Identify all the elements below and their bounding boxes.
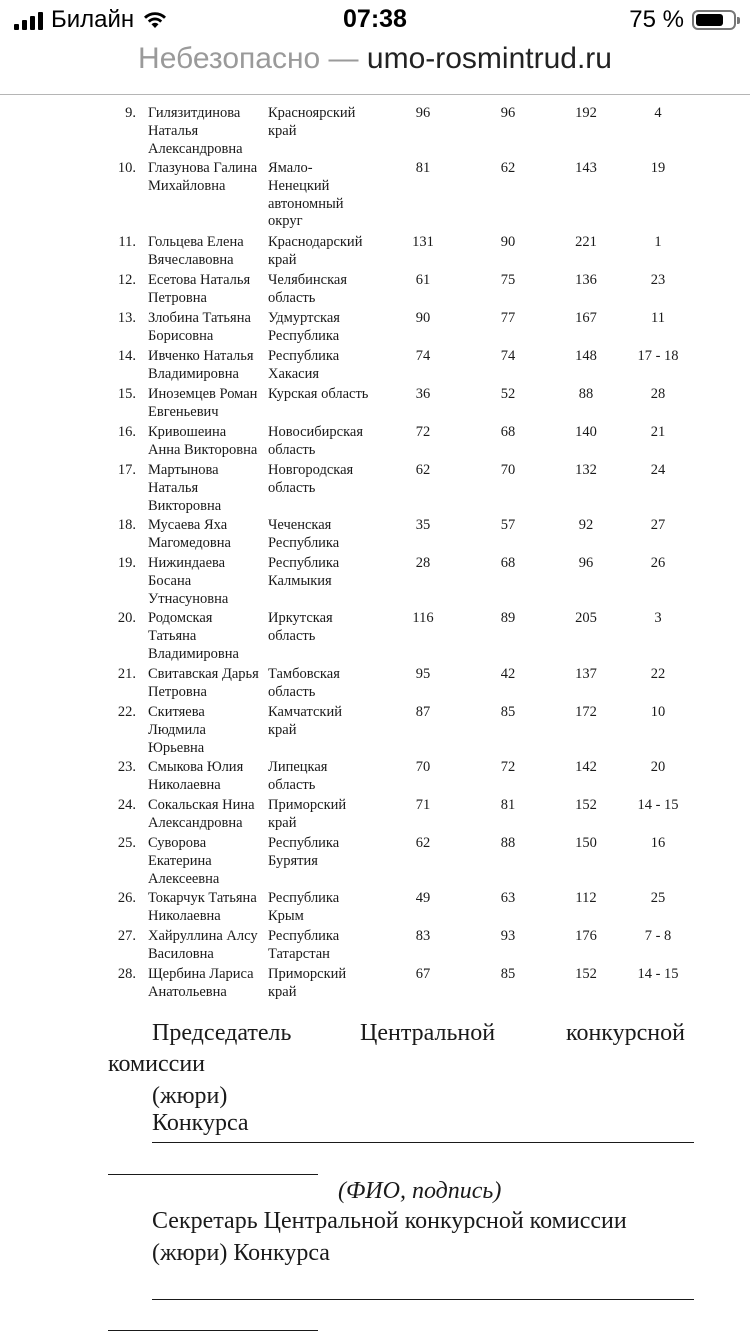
chairman-word-3: конкурсной: [566, 1020, 685, 1046]
battery-level: [696, 14, 723, 26]
place: 27: [650, 517, 666, 533]
score-2: 89: [500, 610, 516, 626]
score-1: 28: [415, 555, 431, 571]
place: 7 - 8: [644, 928, 672, 944]
total-score: 167: [575, 310, 597, 326]
row-number: 24.: [117, 797, 136, 813]
score-1: 36: [415, 386, 431, 402]
score-2: 85: [500, 966, 516, 982]
participant-name: Ивченко Наталья Владимировна: [148, 348, 254, 382]
score-1: 72: [415, 424, 431, 440]
score-2: 75: [500, 272, 516, 288]
participant-name: Скитяева Людмила Юрьевна: [148, 704, 206, 756]
url-domain: umo-rosmintrud.ru: [366, 42, 612, 75]
total-score: 136: [575, 272, 597, 288]
region: Краснодарский край: [268, 234, 363, 268]
place: 25: [650, 890, 666, 906]
place: 19: [650, 160, 666, 176]
row-number: 11.: [118, 234, 136, 250]
participant-name: Сокальская Нина Александровна: [148, 797, 255, 831]
participant-name: Хайруллина Алсу Василовна: [148, 928, 258, 962]
total-score: 192: [575, 105, 597, 121]
secretary-line-1: Секретарь Центральной конкурсной комиссии: [152, 1208, 627, 1234]
secretary-signature-line-2: [108, 1330, 318, 1331]
row-number: 12.: [117, 272, 136, 288]
region: Иркутская область: [268, 610, 333, 644]
participant-name: Мартынова Наталья Викторовна: [148, 462, 222, 514]
chairman-line-2: комиссии: [108, 1051, 206, 1077]
score-2: 81: [500, 797, 516, 813]
region: Республика Калмыкия: [268, 555, 340, 589]
score-2: 70: [500, 462, 516, 478]
score-2: 93: [500, 928, 516, 944]
place: 14 - 15: [637, 797, 679, 813]
chairman-line-3: (жюри) Конкурса: [152, 1083, 249, 1136]
region: Приморский край: [268, 966, 347, 1000]
total-score: 152: [575, 966, 597, 982]
total-score: 150: [575, 835, 597, 851]
address-bar[interactable]: [0, 42, 750, 82]
total-score: 221: [575, 234, 597, 250]
row-number: 27.: [117, 928, 136, 944]
place: 16: [650, 835, 666, 851]
score-2: 68: [500, 555, 516, 571]
region: Республика Татарстан: [268, 928, 340, 962]
toolbar-divider: [0, 94, 750, 95]
score-1: 81: [415, 160, 431, 176]
region: Новосибирская область: [268, 424, 364, 458]
place: 23: [650, 272, 666, 288]
status-bar: [0, 0, 750, 40]
row-number: 26.: [117, 890, 136, 906]
total-score: 132: [575, 462, 597, 478]
region: Тамбовская область: [268, 666, 340, 700]
participant-name: Родомская Татьяна Владимировна: [148, 610, 239, 662]
region: Новгородская область: [268, 462, 354, 496]
region: Республика Крым: [268, 890, 340, 924]
place: 21: [650, 424, 666, 440]
score-2: 57: [500, 517, 516, 533]
place: 11: [651, 310, 665, 326]
score-2: 42: [500, 666, 516, 682]
score-1: 62: [415, 835, 431, 851]
score-1: 62: [415, 462, 431, 478]
score-1: 67: [415, 966, 431, 982]
total-score: 142: [575, 759, 597, 775]
chairman-word-1: Председатель: [152, 1020, 292, 1046]
score-1: 87: [415, 704, 431, 720]
score-2: 85: [500, 704, 516, 720]
score-1: 61: [415, 272, 431, 288]
participant-name: Кривошеина Анна Викторовна: [148, 424, 258, 458]
battery-icon: [692, 10, 736, 30]
total-score: 176: [575, 928, 597, 944]
score-1: 131: [412, 234, 434, 250]
score-2: 74: [500, 348, 516, 364]
score-1: 83: [415, 928, 431, 944]
score-1: 71: [415, 797, 431, 813]
score-1: 70: [415, 759, 431, 775]
total-score: 88: [578, 386, 594, 402]
row-number: 10.: [117, 160, 136, 176]
participant-name: Нижиндаева Босана Утнасуновна: [148, 555, 229, 607]
row-number: 13.: [117, 310, 136, 326]
chairman-word-2: Центральной: [360, 1020, 496, 1046]
place: 28: [650, 386, 666, 402]
score-1: 95: [415, 666, 431, 682]
participant-name: Гилязитдинова Наталья Александровна: [148, 105, 243, 157]
not-secure-label: Небезопасно —: [138, 42, 359, 75]
place: 24: [650, 462, 666, 478]
row-number: 14.: [117, 348, 136, 364]
clock: 07:38: [343, 5, 407, 33]
total-score: 143: [575, 160, 597, 176]
place: 10: [650, 704, 666, 720]
place: 17 - 18: [637, 348, 679, 364]
fio-caption: (ФИО, подпись): [338, 1178, 502, 1204]
status-right: [629, 6, 736, 34]
region: Республика Хакасия: [268, 348, 340, 382]
row-number: 22.: [117, 704, 136, 720]
region: Чеченская Республика: [268, 517, 340, 551]
participant-name: Есетова Наталья Петровна: [148, 272, 251, 306]
region: Приморский край: [268, 797, 347, 831]
score-1: 116: [412, 610, 434, 626]
participant-name: Свитавская Дарья Петровна: [148, 666, 259, 700]
score-2: 63: [500, 890, 516, 906]
secretary-signature-line: [152, 1299, 694, 1300]
row-number: 19.: [117, 555, 136, 571]
score-2: 77: [500, 310, 516, 326]
row-number: 25.: [117, 835, 136, 851]
place: 1: [654, 234, 662, 250]
battery-percent: 75 %: [629, 6, 684, 33]
total-score: 172: [575, 704, 597, 720]
row-number: 9.: [125, 105, 136, 121]
place: 20: [650, 759, 666, 775]
place: 26: [650, 555, 666, 571]
row-number: 23.: [117, 759, 136, 775]
score-2: 62: [500, 160, 516, 176]
score-1: 49: [415, 890, 431, 906]
score-1: 90: [415, 310, 431, 326]
total-score: 140: [575, 424, 597, 440]
total-score: 112: [575, 890, 597, 906]
region: Камчатский край: [268, 704, 342, 738]
row-number: 20.: [117, 610, 136, 626]
region: Курская область: [268, 386, 369, 402]
score-1: 35: [415, 517, 431, 533]
secretary-line-2: (жюри) Конкурса: [152, 1240, 330, 1266]
total-score: 137: [575, 666, 597, 682]
score-2: 88: [500, 835, 516, 851]
row-number: 21.: [117, 666, 136, 682]
score-2: 72: [500, 759, 516, 775]
region: Ямало- Ненецкий автономный округ: [268, 160, 344, 230]
participant-name: Щербина Лариса Анатольевна: [148, 966, 254, 1000]
participant-name: Мусаева Яха Магомедовна: [148, 517, 231, 551]
total-score: 205: [575, 610, 597, 626]
score-2: 52: [500, 386, 516, 402]
total-score: 148: [575, 348, 597, 364]
participant-name: Смыкова Юлия Николаевна: [148, 759, 244, 793]
place: 22: [650, 666, 666, 682]
row-number: 28.: [117, 966, 136, 982]
region: Красноярский край: [268, 105, 356, 139]
participant-name: Гольцева Елена Вячеславовна: [148, 234, 244, 268]
region: Республика Бурятия: [268, 835, 340, 869]
score-2: 90: [500, 234, 516, 250]
region: Липецкая область: [268, 759, 328, 793]
row-number: 15.: [117, 386, 136, 402]
region: Удмуртская Республика: [268, 310, 340, 344]
chairman-signature-line-2: [108, 1174, 318, 1175]
participant-name: Токарчук Татьяна Николаевна: [148, 890, 257, 924]
region: Челябинская область: [268, 272, 348, 306]
score-2: 96: [500, 105, 516, 121]
total-score: 152: [575, 797, 597, 813]
chairman-signature-line: [152, 1142, 694, 1143]
score-2: 68: [500, 424, 516, 440]
participant-name: Злобина Татьяна Борисовна: [148, 310, 251, 344]
carrier-name: Билайн: [51, 6, 135, 33]
row-number: 17.: [117, 462, 136, 478]
participant-name: Суворова Екатерина Алексеевна: [148, 835, 220, 887]
participant-name: Иноземцев Роман Евгеньевич: [148, 386, 258, 420]
place: 4: [654, 105, 662, 121]
total-score: 92: [578, 517, 594, 533]
score-1: 96: [415, 105, 431, 121]
row-number: 16.: [117, 424, 136, 440]
row-number: 18.: [117, 517, 136, 533]
total-score: 96: [578, 555, 594, 571]
place: 14 - 15: [637, 966, 679, 982]
place: 3: [654, 610, 662, 626]
participant-name: Глазунова Галина Михайловна: [148, 160, 258, 194]
score-1: 74: [415, 348, 431, 364]
